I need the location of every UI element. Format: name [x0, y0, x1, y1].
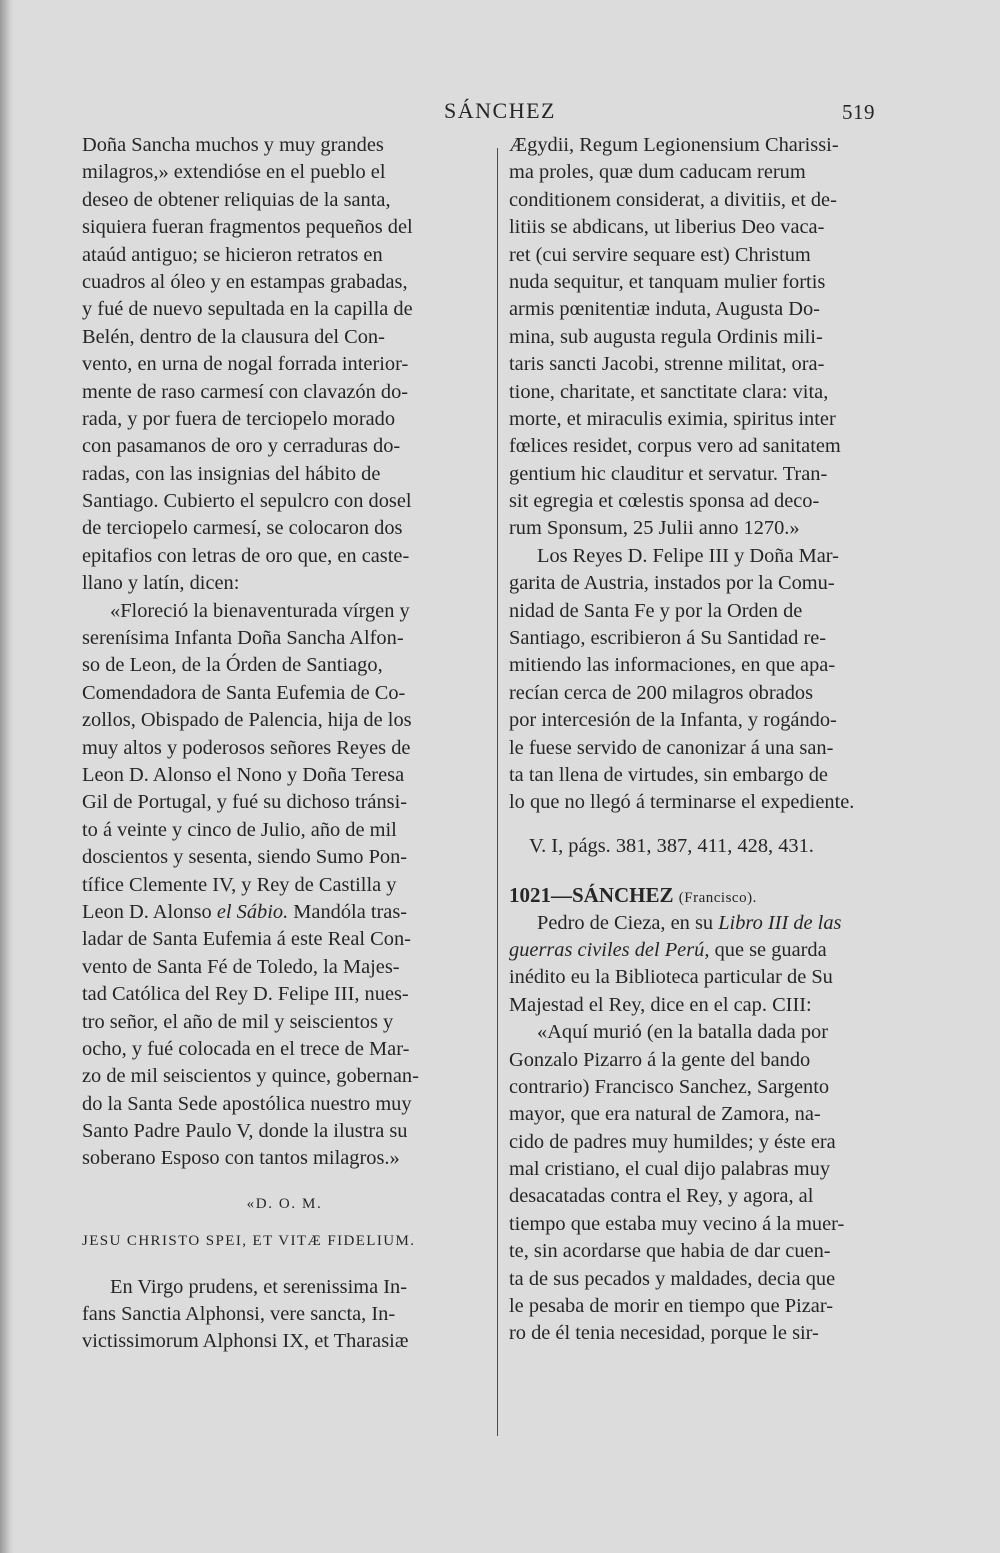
- text-line: fans Sanctia Alphonsi, vere sancta, In-: [82, 1303, 396, 1326]
- text-line: muy altos y poderosos señores Reyes de: [82, 736, 411, 759]
- page-edge: [0, 0, 14, 1553]
- text-line: le fuese servido de canonizar á una san-: [509, 736, 834, 759]
- text-line: mal cristiano, el cual dijo palabras muy: [509, 1158, 831, 1181]
- text-line: y fué de nuevo sepultada en la capilla de: [82, 298, 413, 321]
- epitaph-subheading: JESU CHRISTO SPEI, ET VITÆ FIDELIUM.: [82, 1233, 416, 1250]
- text-line: por intercesión de la Infanta, y rogándo-: [509, 709, 837, 732]
- text-line: tro señor, el año de mil y seiscientos y: [82, 1010, 394, 1033]
- column-rule: [497, 148, 498, 1436]
- running-title: SÁNCHEZ: [444, 98, 556, 123]
- text-line: zo de mil seiscientos y quince, gobernan-: [82, 1065, 419, 1088]
- text-line: Leon D. Alonso el Nono y Doña Teresa: [82, 763, 405, 786]
- right-column: [509, 132, 906, 1348]
- text-line: serenísima Infanta Doña Sancha Alfon-: [82, 627, 404, 650]
- text-line: Santo Padre Paulo V, donde la ilustra su: [82, 1120, 408, 1143]
- text-line: te, sin acordarse que habia de dar cuen-: [509, 1240, 831, 1263]
- running-head: [0, 96, 1000, 130]
- paragraph-relics: [82, 132, 487, 598]
- text-line: ma proles, quæ dum caducam rerum: [509, 161, 806, 184]
- text-line: conditionem considerat, a divitiis, et de-: [509, 188, 837, 211]
- text-line: Gil de Portugal, y fué su dichoso tránsi-: [82, 791, 408, 814]
- text-line: recían cerca de 200 milagros obrados: [509, 681, 814, 704]
- text-line: radas, con las insignias del hábito de: [82, 462, 381, 485]
- text-line: vento de Santa Fé de Toledo, la Majes-: [82, 955, 400, 978]
- text-line: to á veinte y cinco de Julio, año de mil: [82, 818, 397, 841]
- text-line: Comendadora de Santa Eufemia de Co-: [82, 681, 406, 704]
- text-line: vento, en urna de nogal forrada interior-: [82, 353, 409, 376]
- italic-text: el Sábio.: [216, 900, 289, 923]
- text-segment: Mandóla tras-: [288, 900, 408, 923]
- latin-epitaph-continued: [509, 132, 906, 543]
- text-line: «Floreció la bienaventurada vírgen y: [110, 599, 410, 622]
- text-line: mayor, que era natural de Zamora, na-: [509, 1103, 821, 1126]
- italic-text: guerras civiles del Perú,: [509, 938, 710, 961]
- text-segment: Pedro de Cieza, en su: [537, 911, 719, 934]
- text-line: ladar de Santa Eufemia á este Real Con-: [82, 928, 411, 951]
- text-line: ta tan llena de virtudes, sin embargo de: [509, 763, 828, 786]
- text-line: victissimorum Alphonsi IX, et Tharasiæ: [82, 1330, 409, 1353]
- text-line: inédito eu la Biblioteca particular de Su: [509, 966, 833, 989]
- entry-body: [509, 910, 906, 1020]
- text-line: Belén, dentro de la clausura del Con-: [82, 325, 385, 348]
- text-line: nidad de Santa Fe y por la Orden de: [509, 599, 803, 622]
- text-line: ret (cui servire sequare est) Christum: [509, 243, 811, 266]
- text-line: tad Católica del Rey D. Felipe III, nues-: [82, 983, 409, 1006]
- text-line: contrario) Francisco Sanchez, Sargento: [509, 1075, 830, 1098]
- text-line: de terciopelo carmesí, se colocaron dos: [82, 517, 403, 540]
- italic-text: Libro III de las: [718, 911, 842, 934]
- epitaph-heading: «D. O. M.: [246, 1195, 323, 1212]
- page-number: 519: [842, 100, 875, 124]
- text-line: nuda sequitur, et tanquam mulier fortis: [509, 270, 826, 293]
- text-line: Ægydii, Regum Legionensium Charissi-: [509, 134, 839, 156]
- text-line: con pasamanos de oro y cerraduras do-: [82, 435, 401, 458]
- quote-cieza: [509, 1019, 906, 1348]
- text-line: doscientos y sesenta, siendo Sumo Pon-: [82, 846, 408, 869]
- quote-spanish-epitaph: [82, 598, 487, 1173]
- text-line: Majestad el Rey, dice en el cap. CIII:: [509, 993, 812, 1016]
- text-line: tione, charitate, et sanctitate clara: vita,: [509, 380, 829, 403]
- text-line: do la Santa Sede apostólica nuestro muy: [82, 1092, 412, 1115]
- text-line: armis pœnitentiæ induta, Augusta Do-: [509, 298, 820, 321]
- left-column: [82, 132, 487, 1356]
- text-line: Santiago. Cubierto el sepulcro con dosel: [82, 490, 412, 513]
- text-line: [82, 899, 487, 926]
- text-line: tífice Clemente IV, y Rey de Castilla y: [82, 873, 397, 896]
- text-line: epitafios con letras de oro que, en caste-: [82, 544, 410, 567]
- text-line: so de Leon, de la Órden de Santiago,: [82, 654, 383, 677]
- text-segment: que se guarda: [709, 938, 827, 961]
- text-line: mina, sub augusta regula Ordinis mili-: [509, 325, 823, 348]
- text-line: taris sancti Jacobi, strenne militat, ora-: [509, 353, 825, 376]
- text-line: Los Reyes D. Felipe III y Doña Mar-: [537, 544, 839, 567]
- text-line: morte, et miraculis eximia, spiritus inter: [509, 407, 836, 430]
- text-line: deseo de obtener reliquias de la santa,: [82, 188, 391, 211]
- volume-reference: V. I, págs. 381, 387, 411, 428, 431.: [529, 834, 814, 857]
- text-line: desacatadas contra el Rey, y agora, al: [509, 1185, 814, 1208]
- entry-heading: [509, 882, 906, 909]
- text-line: ro de él tenia necesidad, porque le sir-: [509, 1322, 819, 1345]
- text-line: [509, 937, 906, 964]
- text-line: ocho, y fué colocada en el trece de Mar-: [82, 1037, 410, 1060]
- latin-epitaph-start: [82, 1274, 487, 1356]
- text-line: mitiendo las informaciones, en que apa-: [509, 654, 836, 677]
- text-line: Santiago, escribieron á Su Santidad re-: [509, 627, 827, 650]
- text-line: siquiera fueran fragmentos pequeños del: [82, 216, 413, 239]
- entry-first-name: (Francisco).: [678, 890, 757, 907]
- text-line: mente de raso carmesí con clavazón do-: [82, 380, 409, 403]
- text-line: soberano Esposo con tantos milagros.»: [82, 1147, 400, 1170]
- text-line: [509, 910, 906, 937]
- text-segment: Leon D. Alonso: [82, 900, 217, 923]
- text-line: zollos, Obispado de Palencia, hija de los: [82, 709, 412, 732]
- text-line: le pesaba de morir en tiempo que Pizar-: [509, 1295, 834, 1318]
- text-line: cido de padres muy humildes; y éste era: [509, 1130, 836, 1153]
- text-line: rada, y por fuera de terciopelo morado: [82, 407, 396, 430]
- paragraph-canonization: [509, 543, 906, 817]
- text-line: garita de Austria, instados por la Comu-: [509, 572, 835, 595]
- text-line: milagros,» extendióse en el pueblo el: [82, 161, 386, 184]
- text-line: llano y latín, dicen:: [82, 572, 240, 595]
- text-line: ta de sus pecados y maldades, decia que: [509, 1267, 836, 1290]
- text-line: ataúd antiguo; se hicieron retratos en: [82, 243, 383, 266]
- text-line: Gonzalo Pizarro á la gente del bando: [509, 1048, 811, 1071]
- text-line: sit egregia et cœlestis sponsa ad deco-: [509, 490, 820, 513]
- text-line: gentium hic clauditur et servatur. Tran-: [509, 462, 828, 485]
- text-line: «Aquí murió (en la batalla dada por: [537, 1021, 829, 1044]
- entry-number-name: 1021—SÁNCHEZ: [509, 883, 674, 908]
- text-line: tiempo que estaba muy vecino á la muer-: [509, 1212, 845, 1235]
- text-line: rum Sponsum, 25 Julii anno 1270.»: [509, 517, 800, 540]
- text-line: Doña Sancha muchos y muy grandes: [82, 134, 384, 156]
- text-line: cuadros al óleo y en estampas grabadas,: [82, 270, 408, 293]
- text-line: lo que no llegó á terminarse el expediente.: [509, 791, 855, 814]
- text-line: fœlices residet, corpus vero ad sanitatem: [509, 435, 841, 458]
- text-line: En Virgo prudens, et serenissima In-: [110, 1275, 408, 1298]
- text-line: litiis se abdicans, ut liberius Deo vaca-: [509, 216, 825, 239]
